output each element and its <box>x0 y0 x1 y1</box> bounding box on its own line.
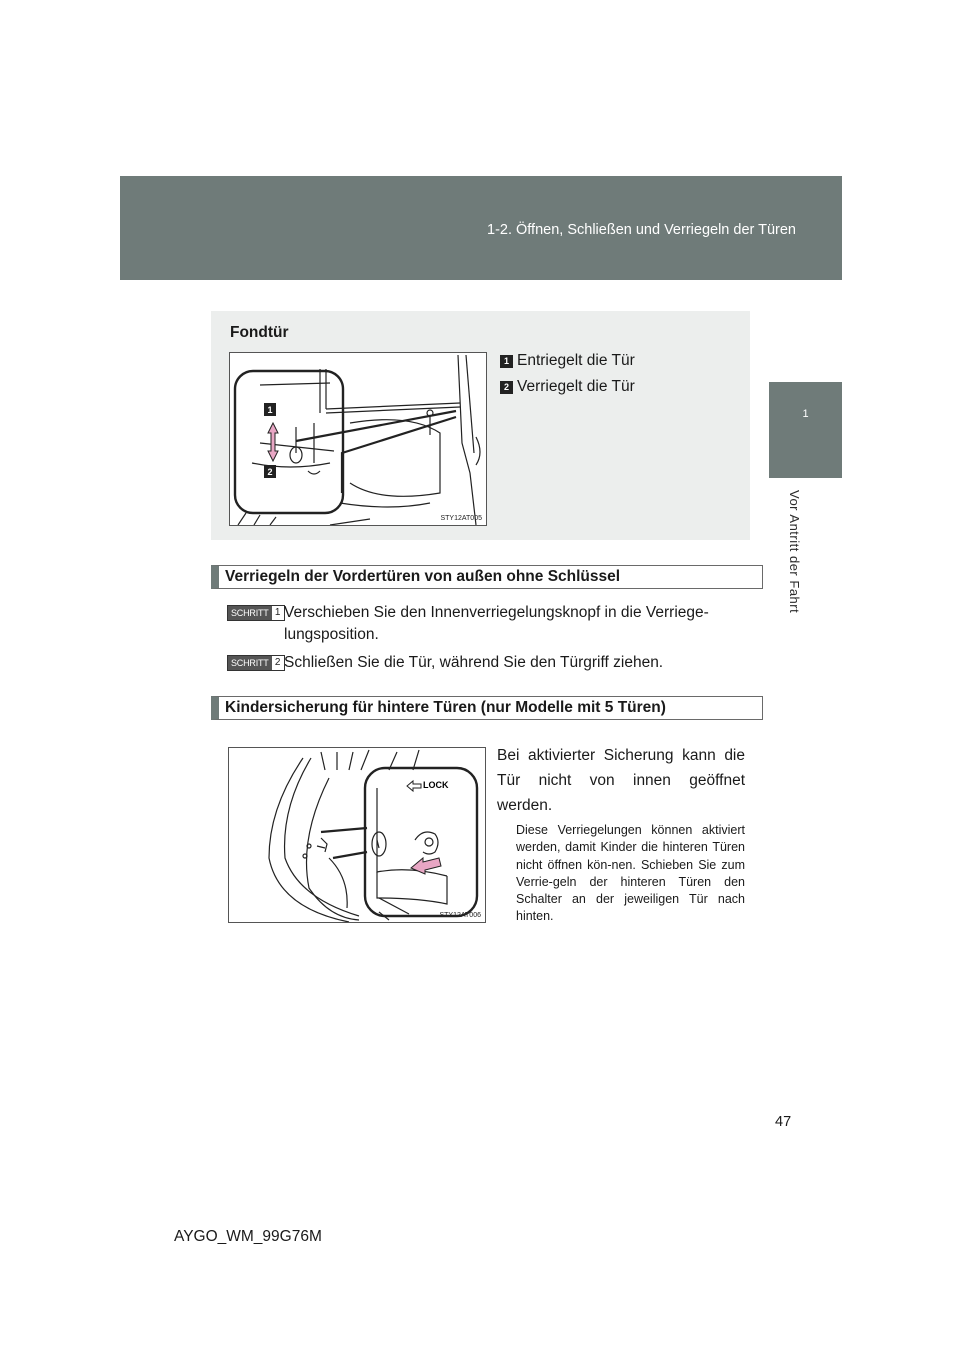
child-lock-illustration <box>228 747 486 923</box>
step-item <box>227 602 750 648</box>
rear-door-box <box>211 311 750 540</box>
step-item <box>227 652 750 676</box>
legend <box>500 348 635 400</box>
chapter-tab <box>769 382 842 478</box>
step-badge: SCHRITT 2 <box>227 655 285 671</box>
step-text: Verschieben Sie den Innenverriegelungsknopf in die Verriege-lungsposition. <box>284 604 709 643</box>
page-number: 47 <box>775 1114 792 1130</box>
lock-label: LOCK <box>423 780 449 790</box>
legend-item <box>500 348 635 374</box>
step-badge: SCHRITT 1 <box>227 605 285 621</box>
step-text: Schließen Sie die Tür, während Sie den Türgriff ziehen. <box>284 654 664 671</box>
box-title: Fondtür <box>230 324 289 341</box>
figure-code: STY12AT005 <box>440 515 482 522</box>
chapter-title: 1-2. Öffnen, Schließen und Verriegeln der Türen <box>487 222 796 238</box>
legend-number-badge: 2 <box>500 381 513 394</box>
svg-text:1: 1 <box>267 405 273 415</box>
rear-door-drawing <box>230 353 486 525</box>
figure-code: STY12AT006 <box>439 912 481 919</box>
child-lock-drawing <box>229 748 485 922</box>
legend-text: Entriegelt die Tür <box>517 352 635 369</box>
svg-text:2: 2 <box>267 467 273 477</box>
chapter-number: 1 <box>802 408 809 420</box>
section-heading: Verriegeln der Vordertüren von außen ohne Schlüssel <box>211 565 763 589</box>
legend-text: Verriegelt die Tür <box>517 378 635 395</box>
legend-item <box>500 374 635 400</box>
legend-number-badge: 1 <box>500 355 513 368</box>
child-lock-note: Diese Verriegelungen können aktiviert werden, damit Kinder die hinteren Türen nicht öffnen kön-nen. Schieben Sie zum Verrie-geln der hinteren Türen den Schalter an der jeweiligen Tür nach hinten. <box>516 823 745 924</box>
rear-door-lock-illustration <box>229 352 487 526</box>
document-code: AYGO_WM_99G76M <box>174 1228 322 1245</box>
chapter-side-label: Vor Antritt der Fahrt <box>787 490 802 614</box>
section-heading: Kindersicherung für hintere Türen (nur Modelle mit 5 Türen) <box>211 696 763 720</box>
child-lock-description: Bei aktivierter Sicherung kann die Tür nicht von innen geöffnet werden. <box>497 747 745 814</box>
chapter-header <box>120 176 842 280</box>
